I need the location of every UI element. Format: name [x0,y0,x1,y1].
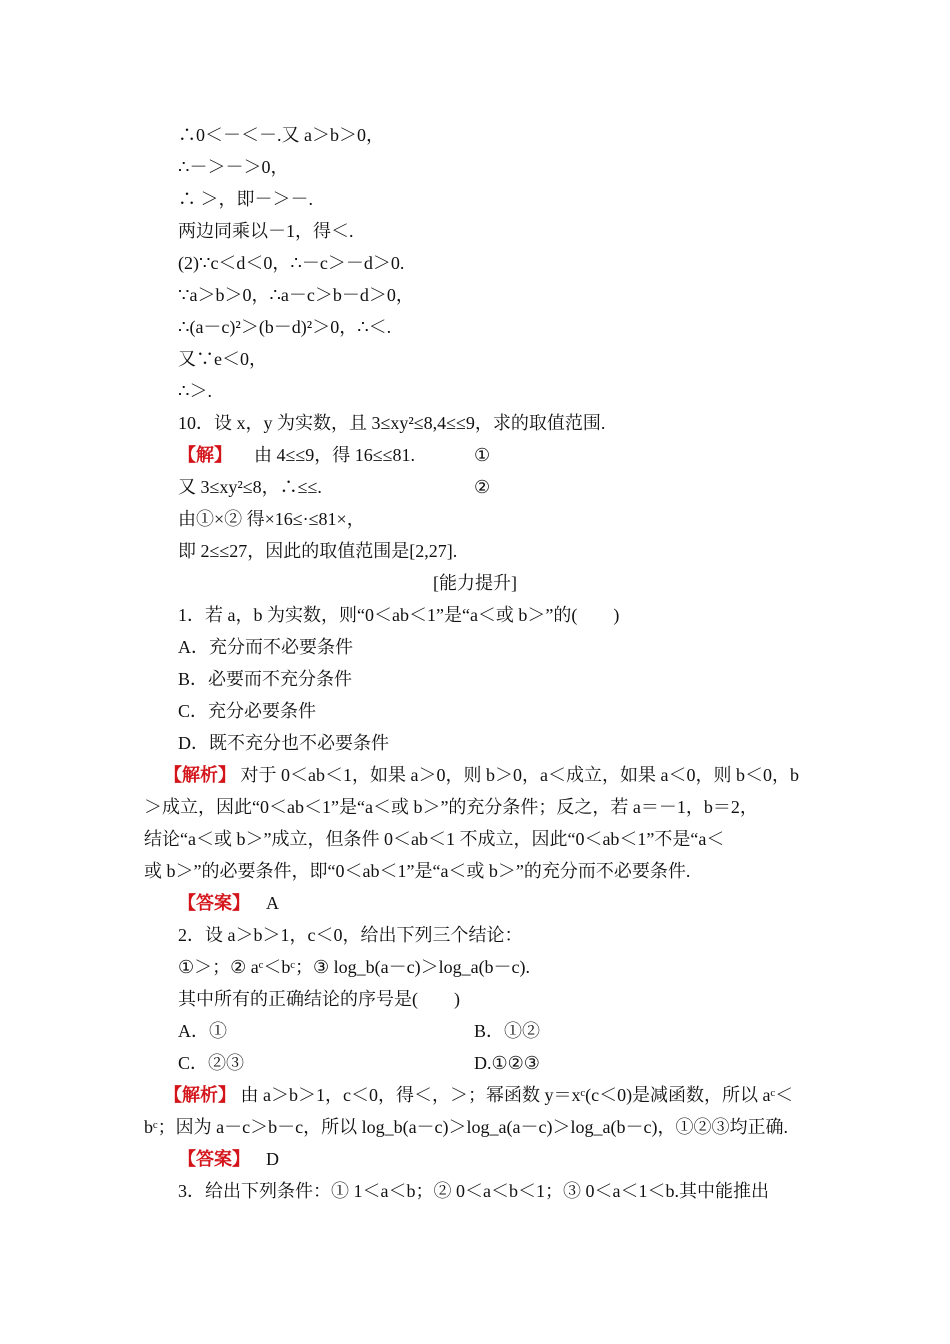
q2-option-b: B．①② [474,1021,541,1041]
text-line: ∵a＞b＞0，∴a－c＞b－d＞0， [178,285,414,305]
q1-answer [178,890,279,916]
analysis-tag: 【解析】 [164,765,236,785]
q10-solution-text-1: 由 4≤≤9，得 16≤≤81. [254,445,416,465]
text-line: ∴0＜－＜－.又 a＞b＞0， [178,125,384,145]
q1-option-d: D．既不充分也不必要条件 [178,733,389,753]
text-line: ∴－＞－＞0， [178,157,289,177]
question-2-stem: 2．设 a＞b＞1，c＜0，给出下列三个结论： [178,925,523,945]
question-10-stem: 10．设 x，y 为实数，且 3≤xy²≤8,4≤≤9，求的取值范围. [178,413,606,433]
q2-analysis-line-1 [164,1082,793,1108]
q2-answer-value: D [266,1149,279,1169]
q1-analysis-text-1: 对于 0＜ab＜1，如果 a＞0，则 b＞0，a＜成立，如果 a＜0，则 b＜0，b [240,765,799,785]
q2-analysis-line-2: bᶜ；因为 a－c＞b－c，所以 log_b(a－c)＞log_a(a－c)＞log_a(b－c)，①②③均正确. [144,1117,788,1137]
q1-option-a: A．充分而不必要条件 [178,637,353,657]
text-line: ∴ ＞，即－＞－. [178,189,313,209]
q1-analysis-line-2: ＞成立，因此“0＜ab＜1”是“a＜或 b＞”的充分条件；反之，若 a＝－1，b＝2， [144,797,758,817]
q1-option-c: C．充分必要条件 [178,701,317,721]
q10-solution-line-2: 又 3≤xy²≤8，∴≤≤. [178,477,322,497]
answer-tag: 【答案】 [178,1149,250,1169]
question-1-stem: 1．若 a，b 为实数，则“0＜ab＜1”是“a＜或 b＞”的( ) [178,605,620,625]
q2-analysis-text-1: 由 a＞b＞1，c＜0，得＜，＞；幂函数 y＝xᶜ(c＜0)是减函数，所以 aᶜ＜ [240,1085,794,1105]
q2-option-d: D.①②③ [474,1053,540,1073]
q2-option-c: C．②③ [178,1053,245,1073]
text-line: 两边同乘以－1，得＜. [178,221,354,241]
q1-analysis-line-3: 结论“a＜或 b＞”成立，但条件 0＜ab＜1 不成立，因此“0＜ab＜1”不是“a＜ [144,829,725,849]
q10-solution-line-4: 即 2≤≤27，因此的取值范围是[2,27]. [178,541,458,561]
q1-option-b: B．必要而不充分条件 [178,669,353,689]
q10-solution-line-1 [178,442,415,468]
answer-tag: 【答案】 [178,893,250,913]
q10-solution-line-3: 由①×② 得×16≤·≤81×， [178,509,365,529]
text-line: 又∵e＜0， [178,349,267,369]
q1-answer-value: A [266,893,279,913]
q1-analysis-line-4: 或 b＞”的必要条件，即“0＜ab＜1”是“a＜或 b＞”的充分而不必要条件. [144,861,691,881]
text-line: (2)∵c＜d＜0，∴－c＞－d＞0. [178,253,405,273]
analysis-tag: 【解析】 [164,1085,236,1105]
text-line: ∴＞. [178,381,212,401]
q2-answer [178,1146,279,1172]
question-3-stem: 3．给出下列条件：① 1＜a＜b；② 0＜a＜b＜1；③ 0＜a＜1＜b.其中能推出 [178,1181,769,1201]
solution-tag: 【解】 [178,445,232,465]
equation-mark-1: ① [474,445,491,465]
q2-ask: 其中所有的正确结论的序号是( ) [178,989,460,1009]
text-line: ∴(a－c)²＞(b－d)²＞0，∴＜. [178,317,392,337]
q2-conclusions: ①＞；② aᶜ＜bᶜ；③ log_b(a－c)＞log_a(b－c). [178,957,531,977]
q2-option-a: A．① [178,1021,227,1041]
q1-analysis-line-1 [164,762,799,788]
section-title: [能力提升] [433,573,517,593]
equation-mark-2: ② [474,477,491,497]
